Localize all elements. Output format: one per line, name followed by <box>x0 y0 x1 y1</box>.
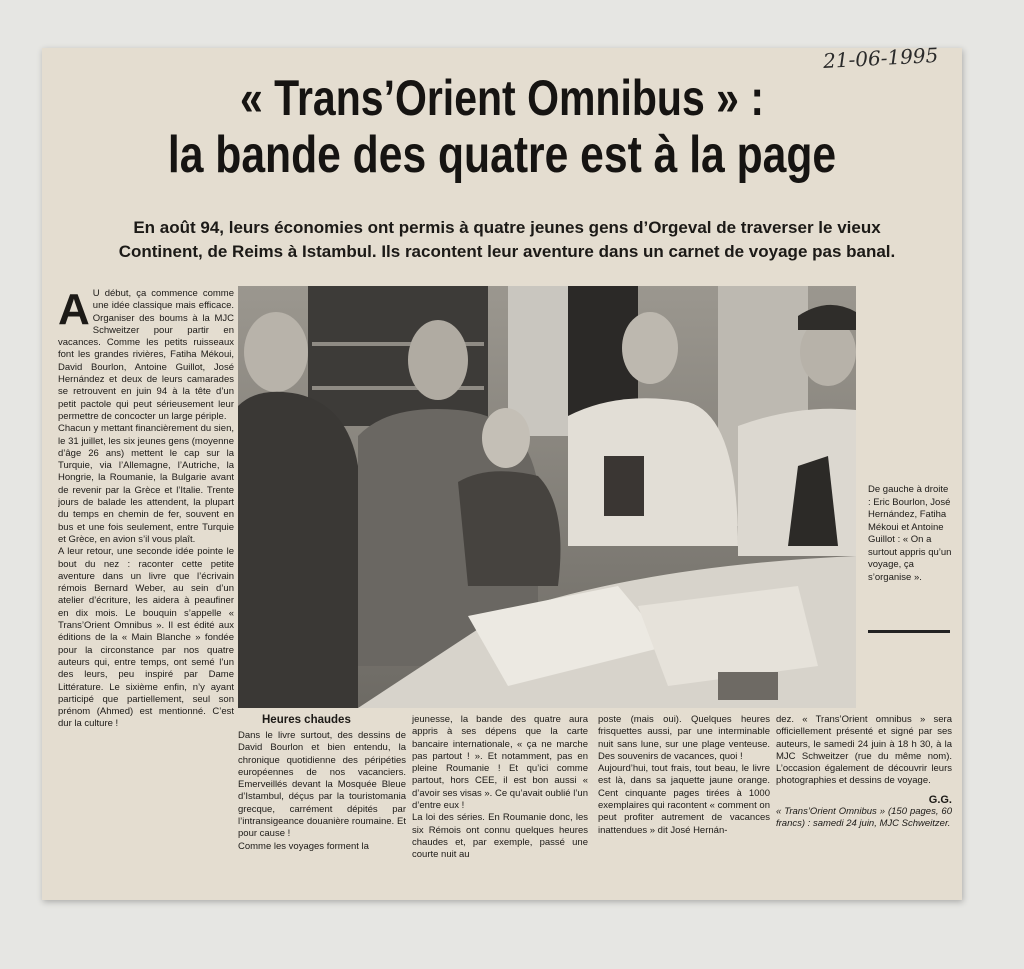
col1-paragraph-1: U début, ça commence comme une idée classique mais efficace. Organiser des boums à la MJC Schweitzer pour partir en vacances. Comme les petits ruisseaux font les grandes rivières, Fatiha Mékoui, David Bourlon, Antoine Guillot, José Hernández et deux de leurs camarades se retrouvent en juin 94 à la tête d’un petit pactole qui peut sérieusement leur permettre de concocter un large périple. <box>58 288 234 422</box>
article-column-4 <box>598 714 770 837</box>
author-signature: G.G. <box>928 793 952 806</box>
lead-line-1: En août 94, leurs économies ont permis à quatre jeunes gens d’Orgeval de traverser le vieux <box>133 218 881 237</box>
lead-line-2: Continent, de Reims à Istambul. Ils racontent leur aventure dans un carnet de voyage pas banal. <box>118 242 896 261</box>
lead-paragraph <box>72 216 942 264</box>
handwritten-date: 21-06-1995 <box>822 42 939 74</box>
col2-paragraph-2: Comme les voyages forment la <box>238 840 369 852</box>
col3-paragraph-1: jeunesse, la bande des quatre aura appris à ses dépens que la carte bancaire internationale, « ça ne marche pas partout ! ». Et notamment, pas en pleine Roumanie ! Et qu’ici comme partout, hors CEE, il est bon aussi « d’avoir ses visas ». Ce qu’avait oublié l’un d’entre eux ! <box>412 714 588 812</box>
article-column-2 <box>238 730 406 853</box>
col4-paragraph-1: poste (mais oui). Quelques heures frisquettes aussi, par une interminable nuit sans lune, sur une plage venteuse. Des souvenirs de vacances, quoi ! <box>598 714 770 762</box>
caption-divider <box>868 630 950 633</box>
col3-paragraph-2: La loi des séries. En Roumanie donc, les six Rémois ont connu quelques heures chaudes et, par exemple, passé une courte nuit au <box>412 812 588 861</box>
article-column-1 <box>58 288 234 888</box>
photo-illustration <box>238 286 856 708</box>
headline-line-2: la bande des quatre est à la page <box>167 126 837 184</box>
photo-caption: De gauche à droite : Eric Bourlon, José Hernández, Fatiha Mékoui et Antoine Guillot : « On a surtout appris qu’un voyage, ça s’organise ». <box>868 484 952 583</box>
headline <box>141 70 863 184</box>
group-photo <box>238 286 856 708</box>
col1-paragraph-2: Chacun y mettant financièrement du sien, le 31 juillet, les six jeunes gens (moyenne d’âge 26 ans) mettent le cap sur la Turquie, via l’Allemagne, l’Autriche, la Hongrie, la Roumanie, la Bulgarie avant de revenir par la Grèce et l’Italie. Trente jours de balade les attendent, la plupart du temps en chemin de fer, souvent en bus et une fois seulement, entre Turquie et Grèce, en avion s’il vous plaît. <box>58 423 234 545</box>
book-info: « Trans’Orient Omnibus » (150 pages, 60 francs) : samedi 24 juin, MJC Schweitzer. <box>776 806 952 830</box>
col2-paragraph-1: Dans le livre surtout, des dessins de David Bourlon et bien entendu, la chronique quotidienne des péripéties européennes de nos vacanciers. Emerveillés devant la Mosquée Bleue d’Istambul, déçus par la touristomania grecque, carrément dépités par l’intransigeance douanière roumaine. Et pour cause ! <box>238 730 406 840</box>
drop-cap: A <box>58 288 90 334</box>
newspaper-clipping <box>42 42 962 900</box>
headline-line-1: « Trans’Orient Omnibus » : <box>239 70 765 126</box>
article-column-3 <box>412 714 588 862</box>
article-column-5 <box>776 714 952 831</box>
col5-paragraph-1: dez. « Trans’Orient omnibus » sera officiellement présenté et signé par ses auteurs, le samedi 24 juin à 18 h 30, à la MJC Schweitzer (rue du même nom). L’occasion également de découvrir leurs photographies et dessins de voyage. <box>776 714 952 787</box>
col4-paragraph-2: Aujourd’hui, tout frais, tout beau, le livre est là, dans sa jaquette jaune orange. Cent cinquante pages tirées à 1000 exemplaires qui racontent « comment on peut profiter autrement de vacances inattendues » dit José Hernán- <box>598 763 770 836</box>
section-subheading: Heures chaudes <box>262 714 351 726</box>
col1-paragraph-3: A leur retour, une seconde idée pointe le bout du nez : raconter cette petite aventure dans un livre que l’écrivain rémois Bernard Weber, au sein d’un atelier d’écriture, les aidera à peaufiner en dix mois. Le bouquin s’appelle « Trans’Orient Omnibus ». Il est édité aux éditions de la « Main Blanche » fondée pour la circonstance par nos quatre auteurs qui, entre temps, ont semé l’un des leurs, peu inspiré par Dame Littérature. Le sixième enfin, n’y ayant participé que partiellement, seul son prénom (Ahmed) est mentionné. C’est dur la culture ! <box>58 546 234 730</box>
